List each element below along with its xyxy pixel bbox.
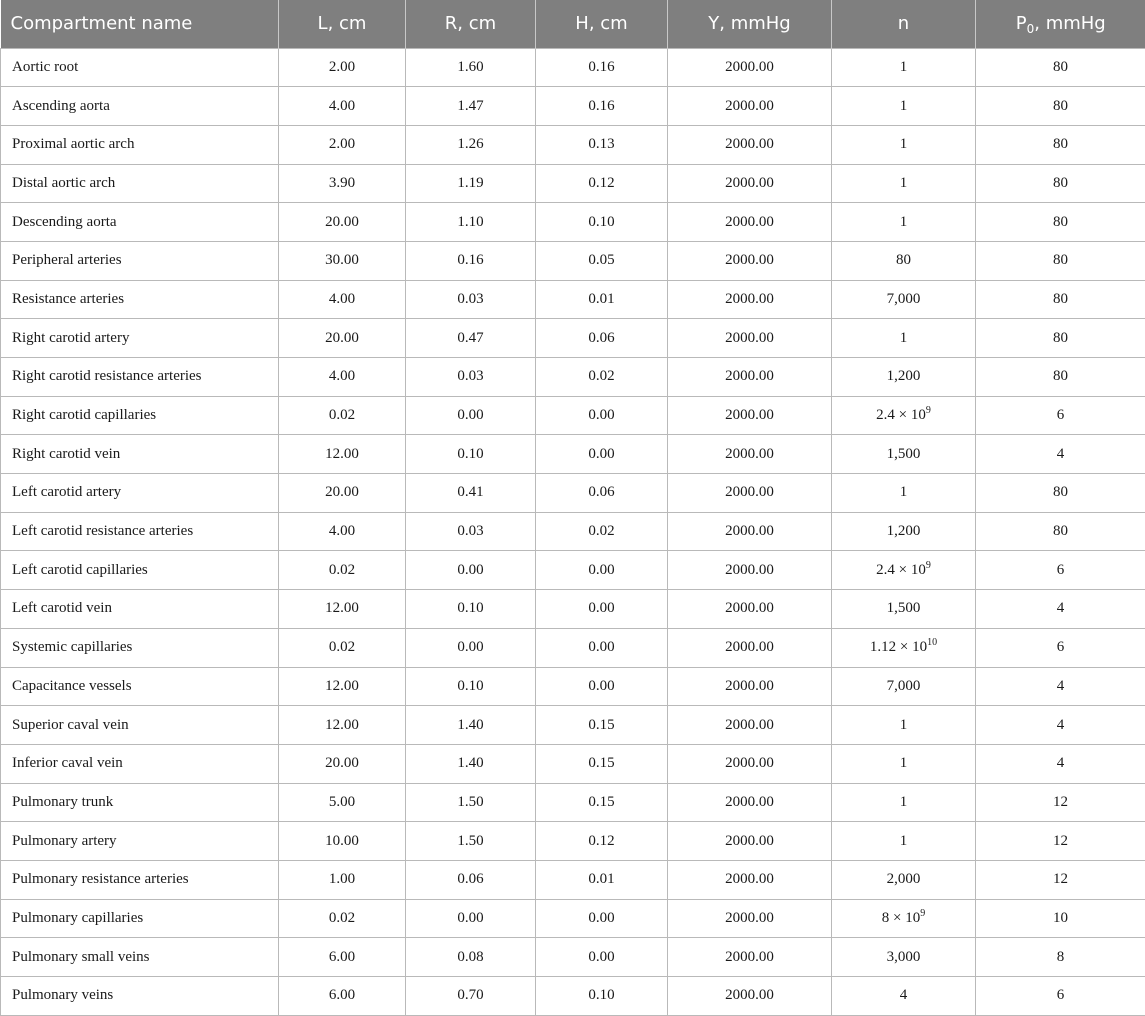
table-row: [1, 590, 1145, 629]
count-value: 4: [900, 987, 908, 1003]
cell-compartment-name: Left carotid vein: [1, 590, 279, 629]
cell-radius: 0.47: [406, 319, 536, 358]
cell-count: [832, 744, 976, 783]
cell-length: 4.00: [279, 280, 406, 319]
table-row: [1, 48, 1145, 87]
cell-length: 3.90: [279, 164, 406, 203]
cell-length: 0.02: [279, 551, 406, 590]
cell-wall-thickness: 0.01: [536, 280, 668, 319]
cell-young-modulus: 2000.00: [668, 319, 832, 358]
cell-count: [832, 241, 976, 280]
cell-count: [832, 551, 976, 590]
count-value: 7,000: [887, 678, 921, 694]
cell-wall-thickness: 0.10: [536, 977, 668, 1016]
cell-length: 6.00: [279, 977, 406, 1016]
cell-reference-pressure: 80: [976, 48, 1145, 87]
cell-wall-thickness: 0.00: [536, 590, 668, 629]
cell-wall-thickness: 0.00: [536, 938, 668, 977]
cell-compartment-name: Pulmonary trunk: [1, 783, 279, 822]
cell-length: 0.02: [279, 628, 406, 667]
table-row: [1, 241, 1145, 280]
cell-radius: 0.10: [406, 590, 536, 629]
table-header: [1, 0, 1145, 48]
cell-reference-pressure: 10: [976, 899, 1145, 938]
cell-compartment-name: Systemic capillaries: [1, 628, 279, 667]
cell-length: 20.00: [279, 474, 406, 513]
cell-wall-thickness: 0.00: [536, 396, 668, 435]
cell-radius: 1.19: [406, 164, 536, 203]
cell-compartment-name: Superior caval vein: [1, 706, 279, 745]
cell-reference-pressure: 80: [976, 358, 1145, 397]
cell-radius: 1.47: [406, 87, 536, 126]
cell-length: 2.00: [279, 48, 406, 87]
cell-reference-pressure: 80: [976, 203, 1145, 242]
cell-count: [832, 125, 976, 164]
cell-count: [832, 474, 976, 513]
cell-radius: 1.40: [406, 744, 536, 783]
cell-young-modulus: 2000.00: [668, 783, 832, 822]
table-row: [1, 474, 1145, 513]
cell-wall-thickness: 0.02: [536, 512, 668, 551]
table-row: [1, 551, 1145, 590]
table-row: [1, 628, 1145, 667]
cell-young-modulus: 2000.00: [668, 241, 832, 280]
table-row: [1, 899, 1145, 938]
cell-count: [832, 783, 976, 822]
cell-reference-pressure: 4: [976, 744, 1145, 783]
cell-wall-thickness: 0.10: [536, 203, 668, 242]
cell-radius: 1.40: [406, 706, 536, 745]
cell-young-modulus: 2000.00: [668, 280, 832, 319]
cell-radius: 1.50: [406, 783, 536, 822]
cell-reference-pressure: 6: [976, 551, 1145, 590]
cell-radius: 1.50: [406, 822, 536, 861]
cell-reference-pressure: 80: [976, 512, 1145, 551]
count-value: 1: [900, 214, 908, 230]
cell-young-modulus: 2000.00: [668, 860, 832, 899]
cell-young-modulus: 2000.00: [668, 164, 832, 203]
table-row: [1, 977, 1145, 1016]
cell-radius: 0.00: [406, 396, 536, 435]
header-compartment-name: Compartment name: [1, 0, 279, 48]
cell-wall-thickness: 0.06: [536, 474, 668, 513]
cell-radius: 1.60: [406, 48, 536, 87]
count-exponent: 9: [926, 560, 931, 571]
table-row: [1, 396, 1145, 435]
cell-reference-pressure: 12: [976, 783, 1145, 822]
cell-wall-thickness: 0.13: [536, 125, 668, 164]
cell-length: 20.00: [279, 744, 406, 783]
count-value: 2.4 × 10: [876, 562, 926, 578]
count-exponent: 10: [927, 637, 937, 648]
cell-length: 4.00: [279, 512, 406, 551]
count-exponent: 9: [926, 405, 931, 416]
cell-young-modulus: 2000.00: [668, 358, 832, 397]
cell-compartment-name: Pulmonary capillaries: [1, 899, 279, 938]
cell-compartment-name: Pulmonary small veins: [1, 938, 279, 977]
count-value: 1,500: [887, 600, 921, 616]
count-value: 80: [896, 252, 911, 268]
cell-compartment-name: Aortic root: [1, 48, 279, 87]
count-exponent: 9: [920, 908, 925, 919]
cell-count: [832, 512, 976, 551]
cell-count: [832, 628, 976, 667]
cell-young-modulus: 2000.00: [668, 87, 832, 126]
count-value: 1: [900, 136, 908, 152]
header-wall-thickness: H, cm: [536, 0, 668, 48]
cell-wall-thickness: 0.00: [536, 667, 668, 706]
cell-count: [832, 706, 976, 745]
cell-radius: 0.03: [406, 358, 536, 397]
cell-wall-thickness: 0.00: [536, 628, 668, 667]
cell-reference-pressure: 80: [976, 474, 1145, 513]
table-row: [1, 667, 1145, 706]
cell-reference-pressure: 80: [976, 280, 1145, 319]
cell-young-modulus: 2000.00: [668, 474, 832, 513]
cell-count: [832, 590, 976, 629]
count-value: 1: [900, 484, 908, 500]
table-row: [1, 164, 1145, 203]
cell-compartment-name: Capacitance vessels: [1, 667, 279, 706]
cell-count: [832, 396, 976, 435]
cell-length: 5.00: [279, 783, 406, 822]
header-young-modulus: Y, mmHg: [668, 0, 832, 48]
count-value: 7,000: [887, 291, 921, 307]
cell-wall-thickness: 0.15: [536, 783, 668, 822]
cell-radius: 0.00: [406, 899, 536, 938]
cell-compartment-name: Pulmonary veins: [1, 977, 279, 1016]
header-length: L, cm: [279, 0, 406, 48]
cell-reference-pressure: 4: [976, 435, 1145, 474]
cell-wall-thickness: 0.12: [536, 164, 668, 203]
cell-length: 1.00: [279, 860, 406, 899]
cell-reference-pressure: 4: [976, 590, 1145, 629]
cell-radius: 0.03: [406, 512, 536, 551]
count-value: 1: [900, 755, 908, 771]
count-value: 2.4 × 10: [876, 407, 926, 423]
cell-radius: 1.26: [406, 125, 536, 164]
cell-reference-pressure: 12: [976, 822, 1145, 861]
cell-length: 10.00: [279, 822, 406, 861]
cell-young-modulus: 2000.00: [668, 203, 832, 242]
cell-young-modulus: 2000.00: [668, 822, 832, 861]
cell-young-modulus: 2000.00: [668, 590, 832, 629]
header-radius: R, cm: [406, 0, 536, 48]
cell-radius: 0.16: [406, 241, 536, 280]
cell-count: [832, 899, 976, 938]
cell-young-modulus: 2000.00: [668, 435, 832, 474]
cell-length: 4.00: [279, 87, 406, 126]
cell-young-modulus: 2000.00: [668, 899, 832, 938]
cell-compartment-name: Right carotid artery: [1, 319, 279, 358]
table-row: [1, 860, 1145, 899]
cell-wall-thickness: 0.02: [536, 358, 668, 397]
cell-radius: 0.08: [406, 938, 536, 977]
cell-reference-pressure: 6: [976, 977, 1145, 1016]
cell-wall-thickness: 0.00: [536, 899, 668, 938]
cell-length: 30.00: [279, 241, 406, 280]
count-value: 8 × 10: [882, 910, 920, 926]
cell-reference-pressure: 80: [976, 125, 1145, 164]
cell-wall-thickness: 0.06: [536, 319, 668, 358]
header-p0-unit: , mmHg: [1034, 13, 1105, 34]
table-row: [1, 203, 1145, 242]
table-row: [1, 358, 1145, 397]
cell-length: 12.00: [279, 590, 406, 629]
cell-length: 12.00: [279, 435, 406, 474]
cell-reference-pressure: 6: [976, 396, 1145, 435]
cell-radius: 1.10: [406, 203, 536, 242]
cell-wall-thickness: 0.16: [536, 87, 668, 126]
cell-count: [832, 48, 976, 87]
cell-reference-pressure: 4: [976, 667, 1145, 706]
cell-reference-pressure: 80: [976, 164, 1145, 203]
cell-count: [832, 164, 976, 203]
cell-wall-thickness: 0.05: [536, 241, 668, 280]
count-value: 1.12 × 10: [870, 639, 927, 655]
cell-young-modulus: 2000.00: [668, 48, 832, 87]
cell-length: 12.00: [279, 667, 406, 706]
cell-count: [832, 203, 976, 242]
cell-length: 6.00: [279, 938, 406, 977]
cell-compartment-name: Pulmonary resistance arteries: [1, 860, 279, 899]
cell-compartment-name: Inferior caval vein: [1, 744, 279, 783]
count-value: 1,200: [887, 368, 921, 384]
cell-count: [832, 280, 976, 319]
cell-count: [832, 822, 976, 861]
cell-compartment-name: Left carotid capillaries: [1, 551, 279, 590]
cell-wall-thickness: 0.00: [536, 551, 668, 590]
table-row: [1, 822, 1145, 861]
cell-young-modulus: 2000.00: [668, 706, 832, 745]
cell-wall-thickness: 0.01: [536, 860, 668, 899]
cell-young-modulus: 2000.00: [668, 551, 832, 590]
header-p0-subscript: 0: [1027, 22, 1035, 36]
cell-radius: 0.70: [406, 977, 536, 1016]
table-row: [1, 938, 1145, 977]
header-count: n: [832, 0, 976, 48]
cell-count: [832, 435, 976, 474]
cell-compartment-name: Peripheral arteries: [1, 241, 279, 280]
table-row: [1, 783, 1145, 822]
cell-wall-thickness: 0.00: [536, 435, 668, 474]
table-row: [1, 706, 1145, 745]
cell-radius: 0.00: [406, 628, 536, 667]
cell-compartment-name: Left carotid artery: [1, 474, 279, 513]
cell-count: [832, 667, 976, 706]
cell-reference-pressure: 6: [976, 628, 1145, 667]
cell-radius: 0.10: [406, 667, 536, 706]
cell-compartment-name: Resistance arteries: [1, 280, 279, 319]
cell-count: [832, 319, 976, 358]
table-row: [1, 125, 1145, 164]
cell-wall-thickness: 0.15: [536, 744, 668, 783]
cell-radius: 0.03: [406, 280, 536, 319]
cell-young-modulus: 2000.00: [668, 977, 832, 1016]
header-p0-base: P: [1016, 13, 1027, 34]
cell-wall-thickness: 0.16: [536, 48, 668, 87]
cell-reference-pressure: 80: [976, 241, 1145, 280]
cell-compartment-name: Ascending aorta: [1, 87, 279, 126]
cell-reference-pressure: 80: [976, 87, 1145, 126]
cell-count: [832, 938, 976, 977]
header-row: [1, 0, 1145, 48]
cell-reference-pressure: 4: [976, 706, 1145, 745]
table-body: [1, 48, 1145, 1015]
cell-compartment-name: Right carotid resistance arteries: [1, 358, 279, 397]
table-row: [1, 280, 1145, 319]
cell-compartment-name: Right carotid capillaries: [1, 396, 279, 435]
count-value: 1: [900, 59, 908, 75]
count-value: 2,000: [887, 871, 921, 887]
cell-compartment-name: Right carotid vein: [1, 435, 279, 474]
cell-wall-thickness: 0.15: [536, 706, 668, 745]
cell-length: 4.00: [279, 358, 406, 397]
cell-young-modulus: 2000.00: [668, 512, 832, 551]
cell-young-modulus: 2000.00: [668, 125, 832, 164]
table-row: [1, 744, 1145, 783]
cell-young-modulus: 2000.00: [668, 628, 832, 667]
count-value: 1: [900, 330, 908, 346]
table-row: [1, 435, 1145, 474]
cell-reference-pressure: 8: [976, 938, 1145, 977]
count-value: 1: [900, 794, 908, 810]
cell-count: [832, 860, 976, 899]
count-value: 1: [900, 98, 908, 114]
cell-length: 20.00: [279, 203, 406, 242]
cell-count: [832, 358, 976, 397]
count-value: 1,200: [887, 523, 921, 539]
cell-young-modulus: 2000.00: [668, 744, 832, 783]
count-value: 3,000: [887, 949, 921, 965]
cell-young-modulus: 2000.00: [668, 667, 832, 706]
cell-length: 0.02: [279, 396, 406, 435]
count-value: 1: [900, 717, 908, 733]
cell-compartment-name: Pulmonary artery: [1, 822, 279, 861]
cell-young-modulus: 2000.00: [668, 396, 832, 435]
table-row: [1, 512, 1145, 551]
cell-radius: 0.10: [406, 435, 536, 474]
cell-count: [832, 87, 976, 126]
count-value: 1,500: [887, 446, 921, 462]
cell-radius: 0.00: [406, 551, 536, 590]
cell-length: 20.00: [279, 319, 406, 358]
cell-compartment-name: Proximal aortic arch: [1, 125, 279, 164]
cell-wall-thickness: 0.12: [536, 822, 668, 861]
cell-count: [832, 977, 976, 1016]
cell-length: 0.02: [279, 899, 406, 938]
cell-compartment-name: Descending aorta: [1, 203, 279, 242]
header-reference-pressure: [976, 0, 1145, 48]
table-row: [1, 319, 1145, 358]
count-value: 1: [900, 833, 908, 849]
cell-length: 2.00: [279, 125, 406, 164]
cell-reference-pressure: 80: [976, 319, 1145, 358]
cell-compartment-name: Left carotid resistance arteries: [1, 512, 279, 551]
cell-radius: 0.41: [406, 474, 536, 513]
cell-compartment-name: Distal aortic arch: [1, 164, 279, 203]
cell-radius: 0.06: [406, 860, 536, 899]
cell-length: 12.00: [279, 706, 406, 745]
count-value: 1: [900, 175, 908, 191]
table-row: [1, 87, 1145, 126]
cell-reference-pressure: 12: [976, 860, 1145, 899]
cell-young-modulus: 2000.00: [668, 938, 832, 977]
